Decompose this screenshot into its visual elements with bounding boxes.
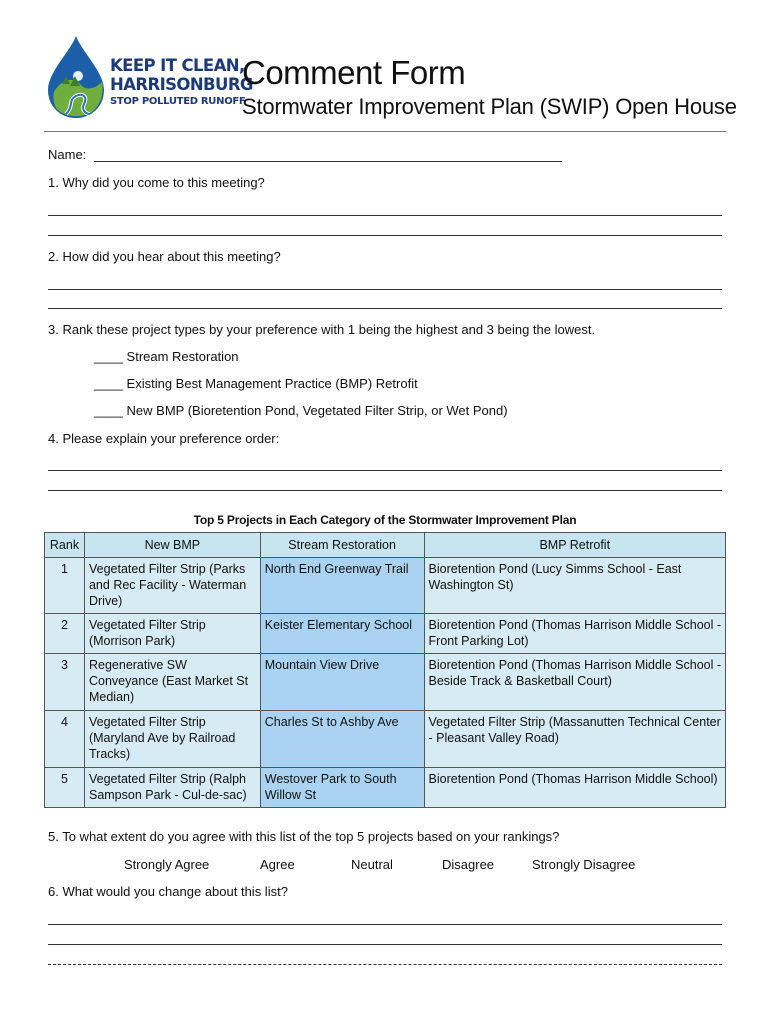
scale-agree[interactable]: Agree [260,857,295,872]
cell-rank: 4 [45,711,85,768]
answer-line-q2-1[interactable] [48,289,722,290]
answer-line-q4-1[interactable] [48,470,722,471]
header-stream-restoration: Stream Restoration [260,533,424,558]
cell-rank: 1 [45,558,85,614]
cell-stream-restoration: Westover Park to South Willow St [260,768,424,808]
cell-new-bmp: Vegetated Filter Strip (Ralph Sampson Park - Cul-de-sac) [84,768,260,808]
cell-stream-restoration: North End Greenway Trail [260,558,424,614]
cell-bmp-retrofit: Bioretention Pond (Lucy Simms School - East Washington St) [424,558,725,614]
cell-bmp-retrofit: Bioretention Pond (Thomas Harrison Middle School) [424,768,725,808]
question-4: 4. Please explain your preference order: [48,431,280,446]
page-title: Comment Form [242,54,466,91]
name-input-line[interactable] [94,161,562,162]
cell-rank: 3 [45,654,85,711]
question-6: 6. What would you change about this list? [48,884,288,899]
scale-disagree[interactable]: Disagree [442,857,495,872]
cell-bmp-retrofit: Bioretention Pond (Thomas Harrison Middle School - Front Parking Lot) [424,614,725,654]
cell-rank: 2 [45,614,85,654]
answer-line-q1-2[interactable] [48,235,722,236]
cell-stream-restoration: Charles St to Ashby Ave [260,711,424,768]
answer-line-q6-3[interactable] [48,964,722,965]
question-2: 2. How did you hear about this meeting? [48,249,281,264]
answer-line-q6-1[interactable] [48,924,722,925]
header-new-bmp: New BMP [84,533,260,558]
cell-bmp-retrofit: Vegetated Filter Strip (Massanutten Technical Center - Pleasant Valley Road) [424,711,725,768]
projects-table [44,532,726,808]
logo-line-1: KEEP IT CLEAN, [110,56,245,75]
question-3: 3. Rank these project types by your preference with 1 being the highest and 3 being the lowest. [48,322,596,337]
cell-new-bmp: Vegetated Filter Strip (Parks and Rec Facility - Waterman Drive) [84,558,260,614]
table-row [45,768,726,808]
cell-new-bmp: Vegetated Filter Strip (Maryland Ave by Railroad Tracks) [84,711,260,768]
scale-strongly-agree[interactable]: Strongly Agree [124,857,210,872]
answer-line-q4-2[interactable] [48,490,722,491]
cell-stream-restoration: Mountain View Drive [260,654,424,711]
question-1: 1. Why did you come to this meeting? [48,175,265,190]
cell-bmp-retrofit: Bioretention Pond (Thomas Harrison Middle School - Beside Track & Basketball Court) [424,654,725,711]
answer-line-q1-1[interactable] [48,215,722,216]
logo-line-2: HARRISONBURG [110,74,253,94]
table-title: Top 5 Projects in Each Category of the Stormwater Improvement Plan [193,513,577,527]
cell-rank: 5 [45,768,85,808]
table-header-row [45,533,726,558]
rank-option-new-bmp[interactable]: ____ New BMP (Bioretention Pond, Vegetated Filter Strip, or Wet Pond) [94,403,508,418]
table-row [45,614,726,654]
answer-line-q2-2[interactable] [48,308,722,309]
cell-new-bmp: Regenerative SW Conveyance (East Market St Median) [84,654,260,711]
logo-text [110,56,253,107]
scale-neutral[interactable]: Neutral [351,857,393,872]
cell-new-bmp: Vegetated Filter Strip (Morrison Park) [84,614,260,654]
name-label: Name: [48,147,87,162]
scale-strongly-disagree[interactable]: Strongly Disagree [532,857,636,872]
logo [44,34,253,120]
answer-line-q6-2[interactable] [48,944,722,945]
table-row [45,711,726,768]
question-5: 5. To what extent do you agree with this list of the top 5 projects based on your rankings? [48,829,560,844]
header-rank: Rank [45,533,85,558]
logo-line-3: STOP POLLUTED RUNOFF [110,96,246,107]
water-drop-icon [44,34,108,120]
rank-option-stream-restoration[interactable]: ____ Stream Restoration [94,349,239,364]
table-row [45,558,726,614]
header-bmp-retrofit: BMP Retrofit [424,533,725,558]
rank-option-bmp-retrofit[interactable]: ____ Existing Best Management Practice (BMP) Retrofit [94,376,418,391]
table-row [45,654,726,711]
header-divider [44,131,726,132]
cell-stream-restoration: Keister Elementary School [260,614,424,654]
page-subtitle: Stormwater Improvement Plan (SWIP) Open House [242,94,737,119]
